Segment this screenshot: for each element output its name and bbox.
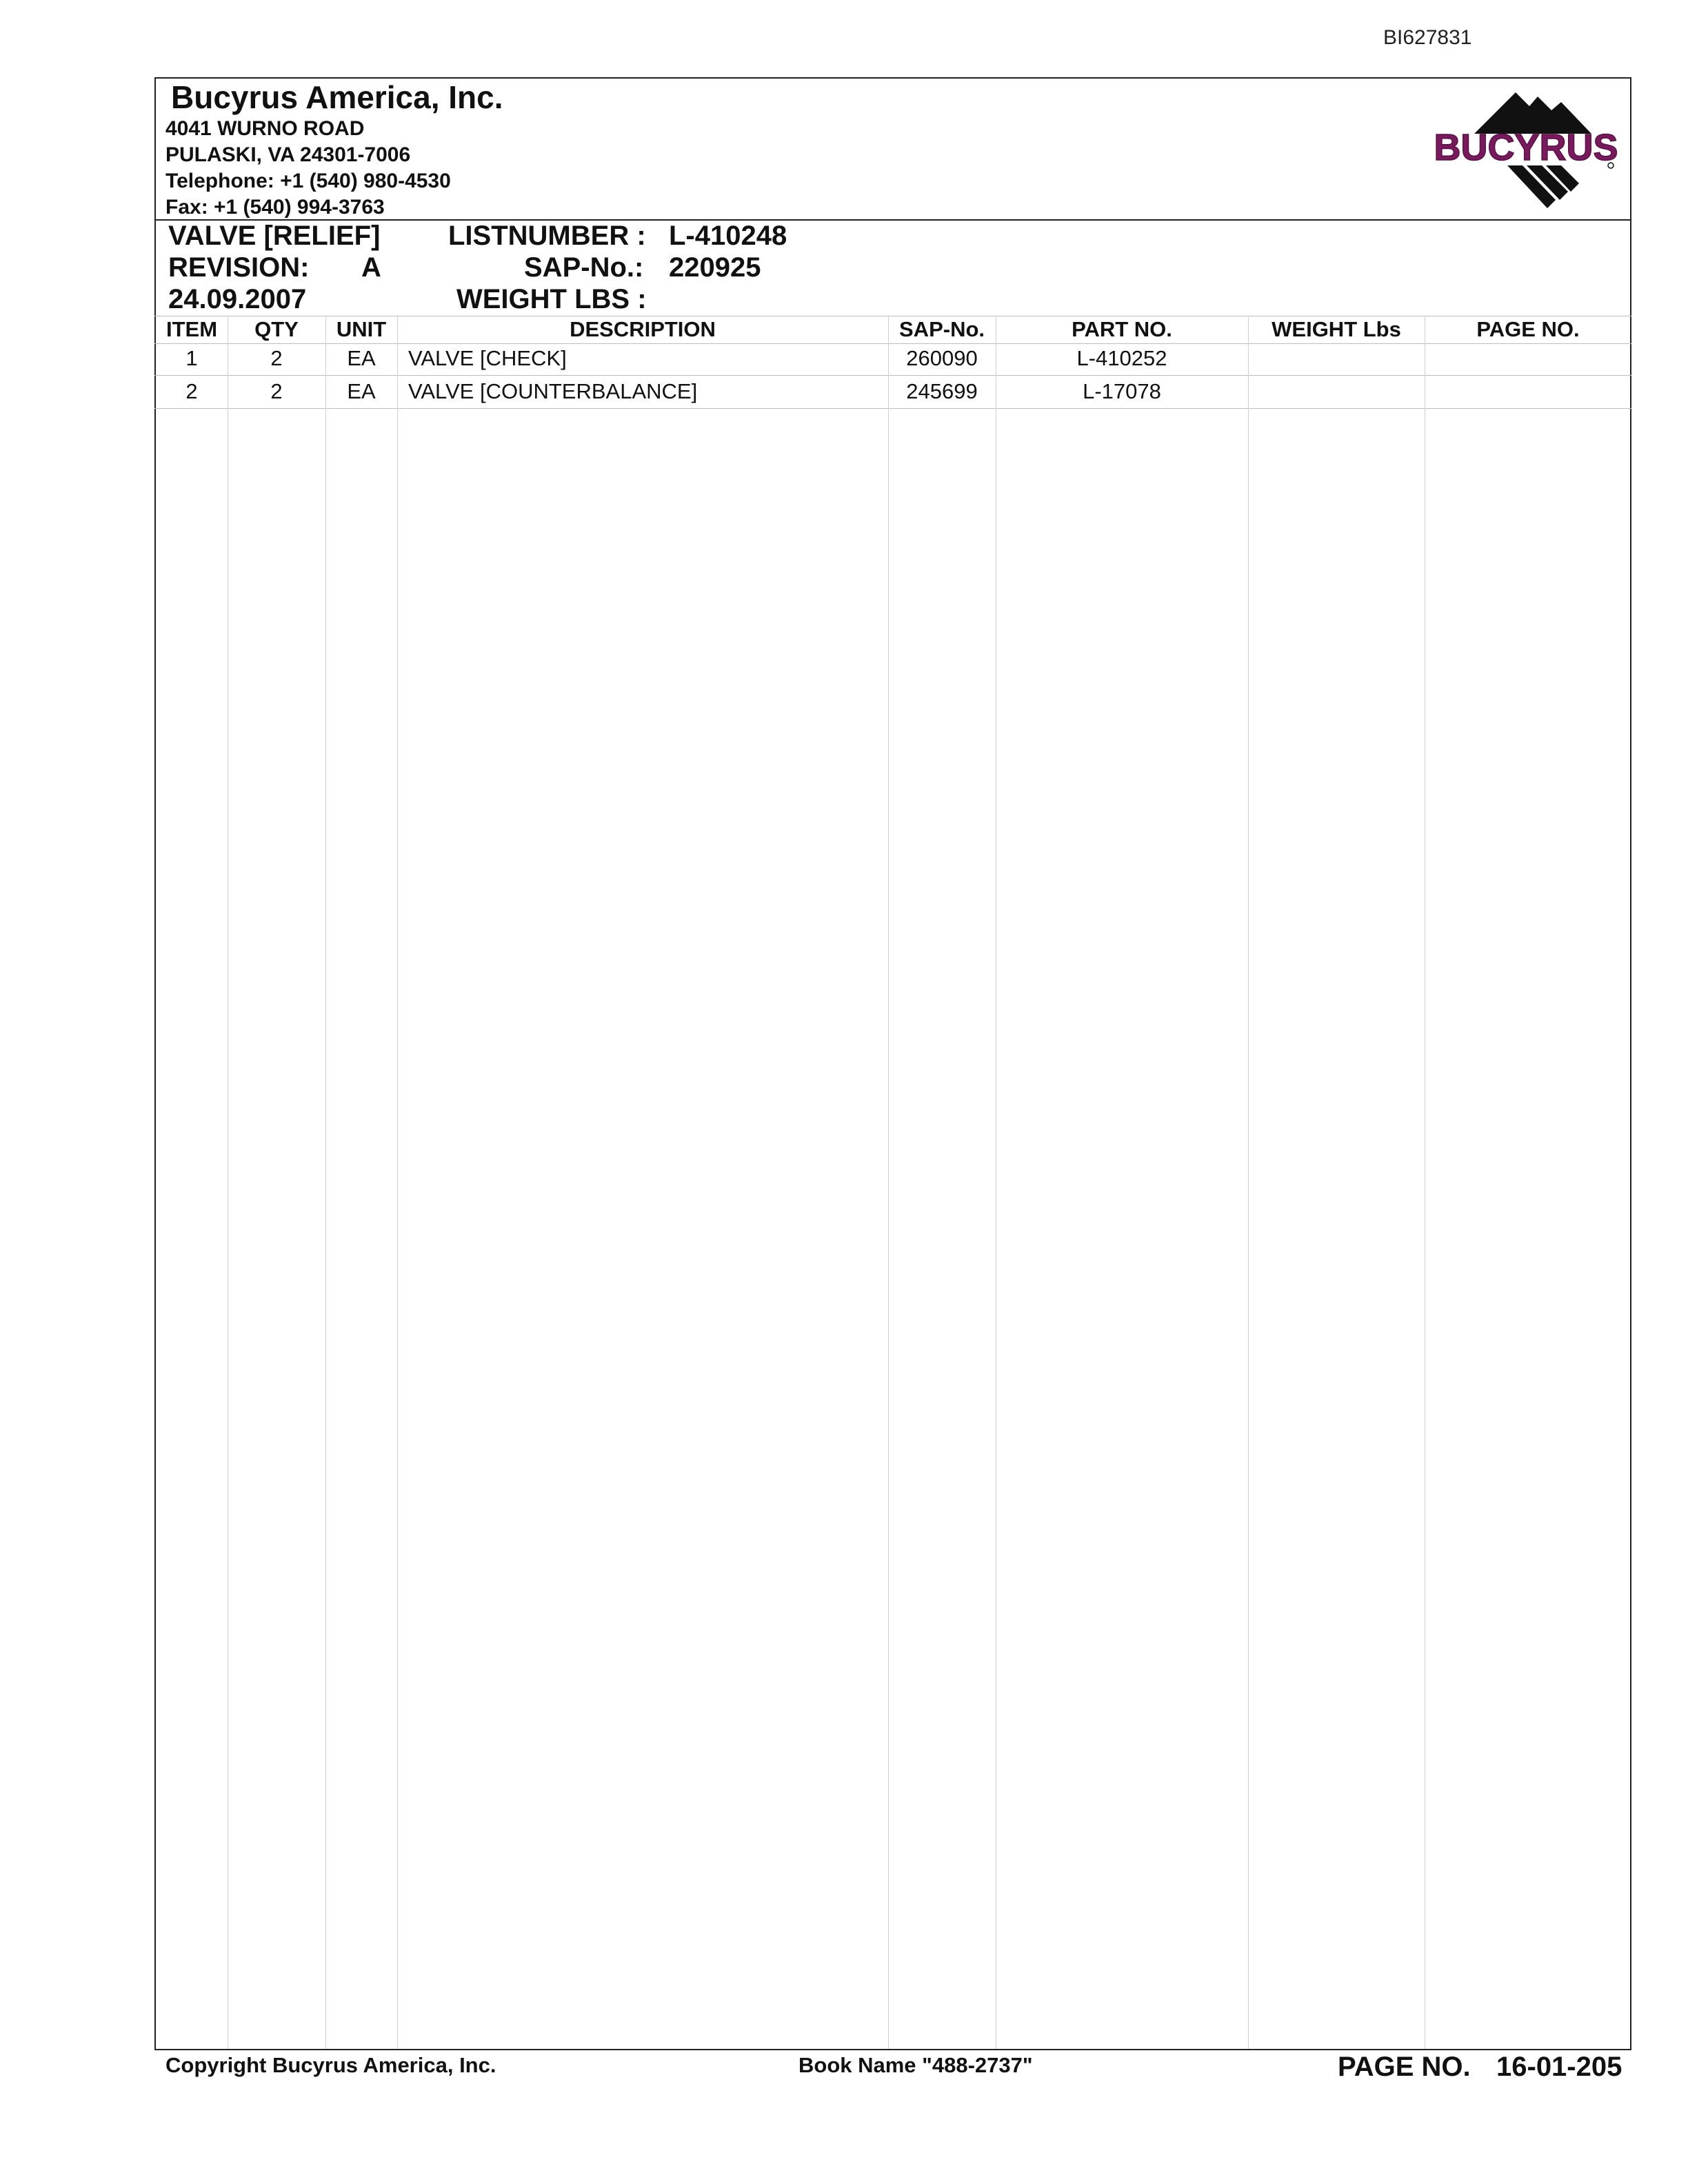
book-name: Book Name "488-2737" — [798, 2053, 1033, 2077]
row-sap: 245699 — [906, 379, 978, 403]
header-item: ITEM — [165, 317, 218, 341]
address-line-1: 4041 WURNO ROAD — [165, 117, 365, 140]
table-row-line — [154, 375, 1631, 376]
header-unit: UNIT — [336, 317, 387, 341]
page-number-label: PAGE NO. — [1338, 2052, 1471, 2082]
header-weight: WEIGHT Lbs — [1272, 317, 1401, 341]
header-sap: SAP-No. — [899, 317, 985, 341]
copyright: Copyright Bucyrus America, Inc. — [165, 2053, 496, 2077]
row-item: 1 — [185, 346, 198, 370]
column-divider — [888, 316, 889, 2049]
company-name: Bucyrus America, Inc. — [171, 79, 503, 115]
listnumber-value: L-410248 — [669, 221, 787, 251]
row-qty: 2 — [270, 379, 283, 403]
table-header-line — [154, 343, 1631, 344]
page-number: 16-01-205 — [1496, 2052, 1622, 2082]
row-unit: EA — [347, 379, 376, 403]
column-divider — [1248, 316, 1249, 2049]
row-item: 2 — [185, 379, 198, 403]
header-part-no: PART NO. — [1072, 317, 1172, 341]
listnumber-label: LISTNUMBER : — [448, 221, 646, 251]
telephone: Telephone: +1 (540) 980-4530 — [165, 170, 451, 192]
row-part-no: L-410252 — [1076, 346, 1167, 370]
row-description: VALVE [COUNTERBALANCE] — [408, 379, 698, 403]
revision-label: REVISION: — [168, 252, 310, 283]
header-page-no: PAGE NO. — [1476, 317, 1580, 341]
part-name: VALVE [RELIEF] — [168, 221, 381, 251]
row-qty: 2 — [270, 346, 283, 370]
row-part-no: L-17078 — [1083, 379, 1161, 403]
header-description: DESCRIPTION — [570, 317, 716, 341]
row-unit: EA — [347, 346, 376, 370]
revision-value: A — [361, 252, 381, 283]
fax: Fax: +1 (540) 994-3763 — [165, 196, 385, 219]
weight-label: WEIGHT LBS : — [456, 284, 647, 314]
sap-value: 220925 — [669, 252, 761, 283]
bucyrus-logo — [1426, 88, 1626, 210]
column-divider — [325, 316, 326, 2049]
logo-text: BUCYRUS — [1434, 127, 1618, 168]
row-sap: 260090 — [906, 346, 978, 370]
list-date: 24.09.2007 — [168, 284, 307, 314]
header-qty: QTY — [254, 317, 299, 341]
page-frame — [154, 77, 1631, 2050]
table-row-line — [154, 408, 1631, 409]
column-divider — [397, 316, 398, 2049]
row-description: VALVE [CHECK] — [408, 346, 567, 370]
address-line-2: PULASKI, VA 24301-7006 — [165, 143, 411, 166]
sap-label: SAP-No.: — [524, 252, 644, 283]
document-id: BI627831 — [1383, 26, 1472, 49]
